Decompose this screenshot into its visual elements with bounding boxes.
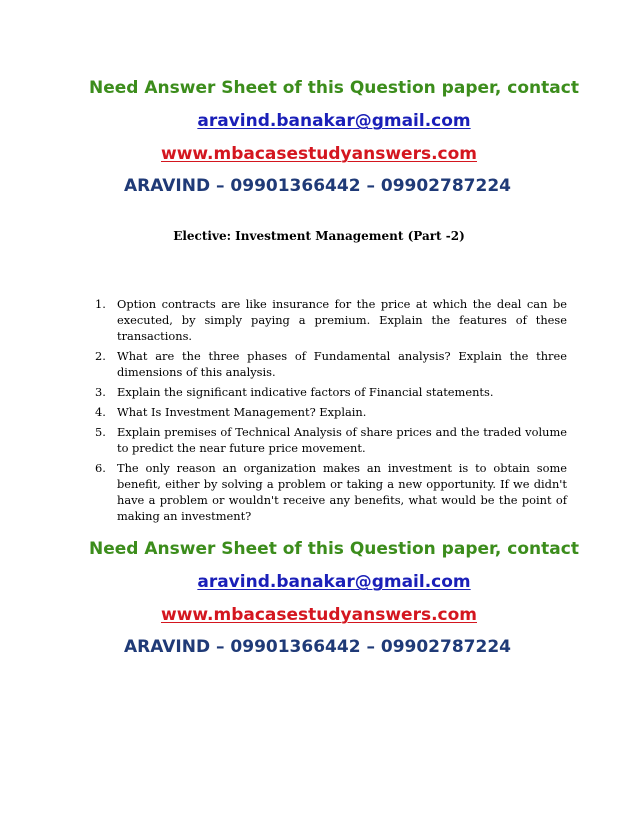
header-phone-line: ARAVIND – 09901366442 – 09902787224 [124, 176, 511, 196]
footer-website-line [0, 605, 638, 625]
question-number: 2. [95, 349, 106, 363]
question-item [95, 424, 567, 456]
question-number: 4. [95, 405, 106, 419]
header-website-link[interactable]: www.mbacasestudyanswers.com [161, 144, 477, 164]
question-text: The only reason an organization makes an investment is to obtain some benefit, either by solving a problem or taking a new opportunity. If we didn't have a problem or wouldn't receive any benefits, what would be the point of making an investment? [117, 461, 567, 523]
header-need-answer-text: Need Answer Sheet of this Question paper, contact [89, 78, 579, 98]
question-number: 3. [95, 385, 106, 399]
question-number: 5. [95, 425, 106, 439]
question-number: 6. [95, 461, 106, 475]
question-item [95, 384, 567, 400]
header-website-line [0, 144, 638, 164]
question-text: Explain premises of Technical Analysis of share prices and the traded volume to predict the near future price movement. [117, 425, 567, 455]
subject-title: Elective: Investment Management (Part -2) [173, 229, 465, 243]
question-text: Option contracts are like insurance for the price at which the deal can be executed, by simply paying a premium. Explain the features of these transactions. [117, 297, 567, 343]
question-text: Explain the significant indicative factors of Financial statements. [117, 385, 494, 399]
question-text: What are the three phases of Fundamental analysis? Explain the three dimensions of this analysis. [117, 349, 567, 379]
header-email-line [0, 111, 638, 131]
footer-website-link[interactable]: www.mbacasestudyanswers.com [161, 605, 477, 625]
footer-email-line [0, 572, 638, 592]
question-number: 1. [95, 297, 106, 311]
question-item [95, 404, 567, 420]
question-item [95, 460, 567, 524]
footer-need-answer-text: Need Answer Sheet of this Question paper, contact [89, 539, 579, 559]
question-list [95, 296, 567, 528]
question-item [95, 348, 567, 380]
header-email-link[interactable]: aravind.banakar@gmail.com [197, 111, 471, 131]
footer-email-link[interactable]: aravind.banakar@gmail.com [197, 572, 471, 592]
footer-phone-line: ARAVIND – 09901366442 – 09902787224 [124, 637, 511, 657]
question-text: What Is Investment Management? Explain. [117, 405, 367, 419]
question-item [95, 296, 567, 344]
